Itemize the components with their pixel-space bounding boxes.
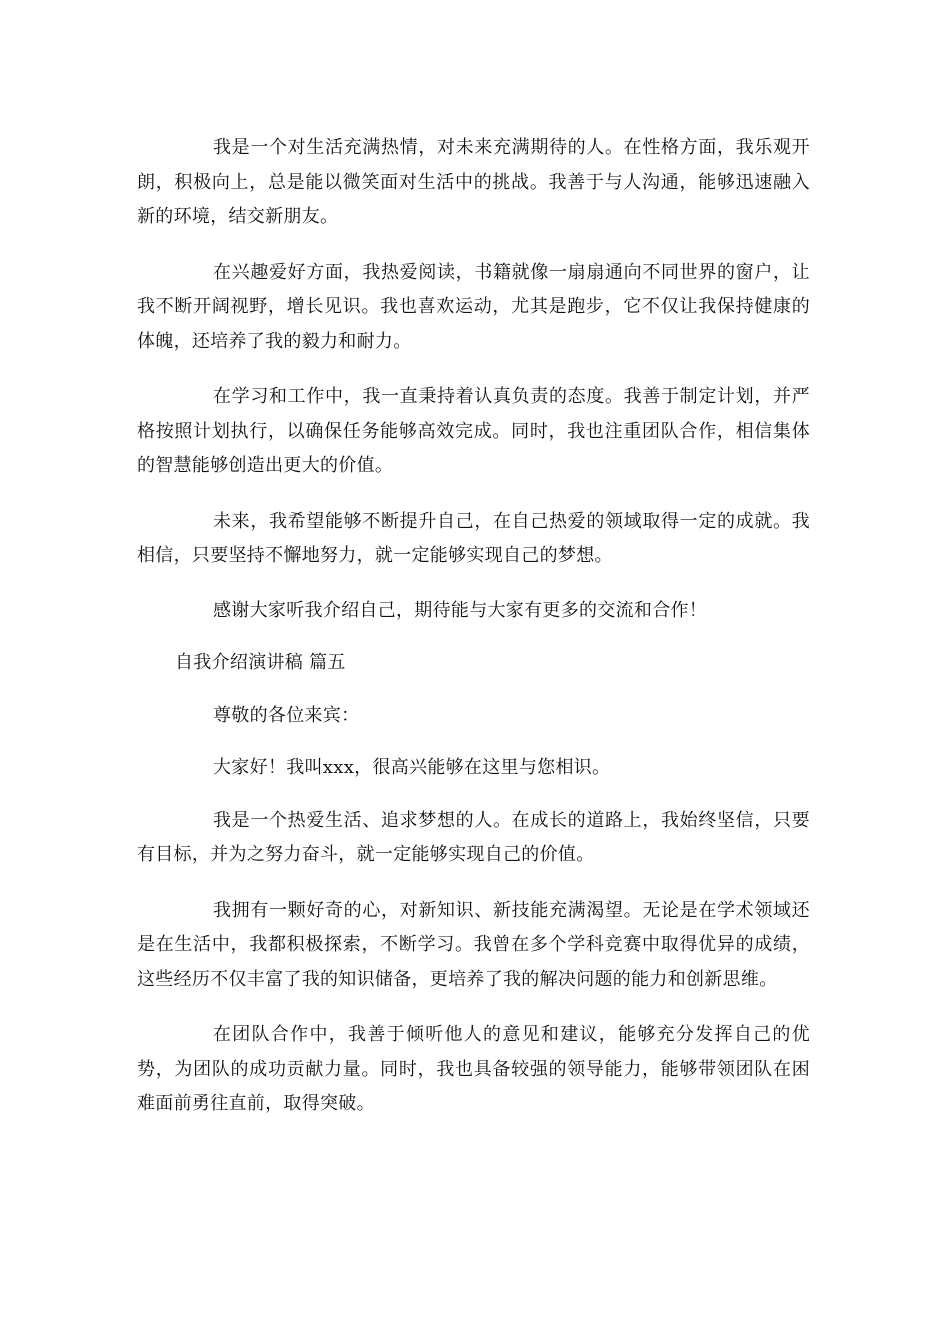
paragraph-thanks: 感谢大家听我介绍自己，期待能与大家有更多的交流和合作！ [213,599,708,621]
paragraph-teamwork: 在团队合作中，我善于倾听他人的意见和建议，能够充分发挥自己的优势，为团队的成功贡献力量。同时，我也具备较强的领导能力，能够带领团队在困难面前勇往直前，取得突破。 [137,1024,810,1114]
paragraph-work-attitude: 在学习和工作中，我一直秉持着认真负责的态度。我善于制定计划，并严格按照计划执行，以确保任务能够高效完成。同时，我也注重团队合作，相信集体的智慧能够创造出更大的价值。 [137,386,810,476]
paragraph-personality: 我是一个对生活充满热情，对未来充满期待的人。在性格方面，我乐观开朗，积极向上，总是能以微笑面对生活中的挑战。我善于与人沟通，能够迅速融入新的环境，结交新朋友。 [137,137,810,227]
section-heading: 自我介绍演讲稿 篇五 [175,652,346,673]
paragraph-dreams: 我是一个热爱生活、追求梦想的人。在成长的道路上，我始终坚信，只要有目标，并为之努力奋斗，就一定能够实现自己的价值。 [137,809,810,865]
document-body [137,131,810,1122]
paragraph-curiosity: 我拥有一颗好奇的心，对新知识、新技能充满渴望。无论是在学术领域还是在生活中，我都积极探索，不断学习。我曾在多个学科竞赛中取得优异的成绩，这些经历不仅丰富了我的知识储备，更培养了我的解决问题的能力和创新思维。 [137,899,810,990]
paragraph-greeting: 大家好！我叫xxx，很高兴能够在这里与您相识。 [213,757,611,778]
paragraph-future: 未来，我希望能够不断提升自己，在自己热爱的领域取得一定的成就。我相信，只要坚持不懈地努力，就一定能够实现自己的梦想。 [137,510,810,566]
paragraph-hobbies: 在兴趣爱好方面，我热爱阅读，书籍就像一扇扇通向不同世界的窗户，让我不断开阔视野，增长见识。我也喜欢运动，尤其是跑步，它不仅让我保持健康的体魄，还培养了我的毅力和耐力。 [137,261,810,352]
paragraph-salutation: 尊敬的各位来宾： [213,704,360,726]
